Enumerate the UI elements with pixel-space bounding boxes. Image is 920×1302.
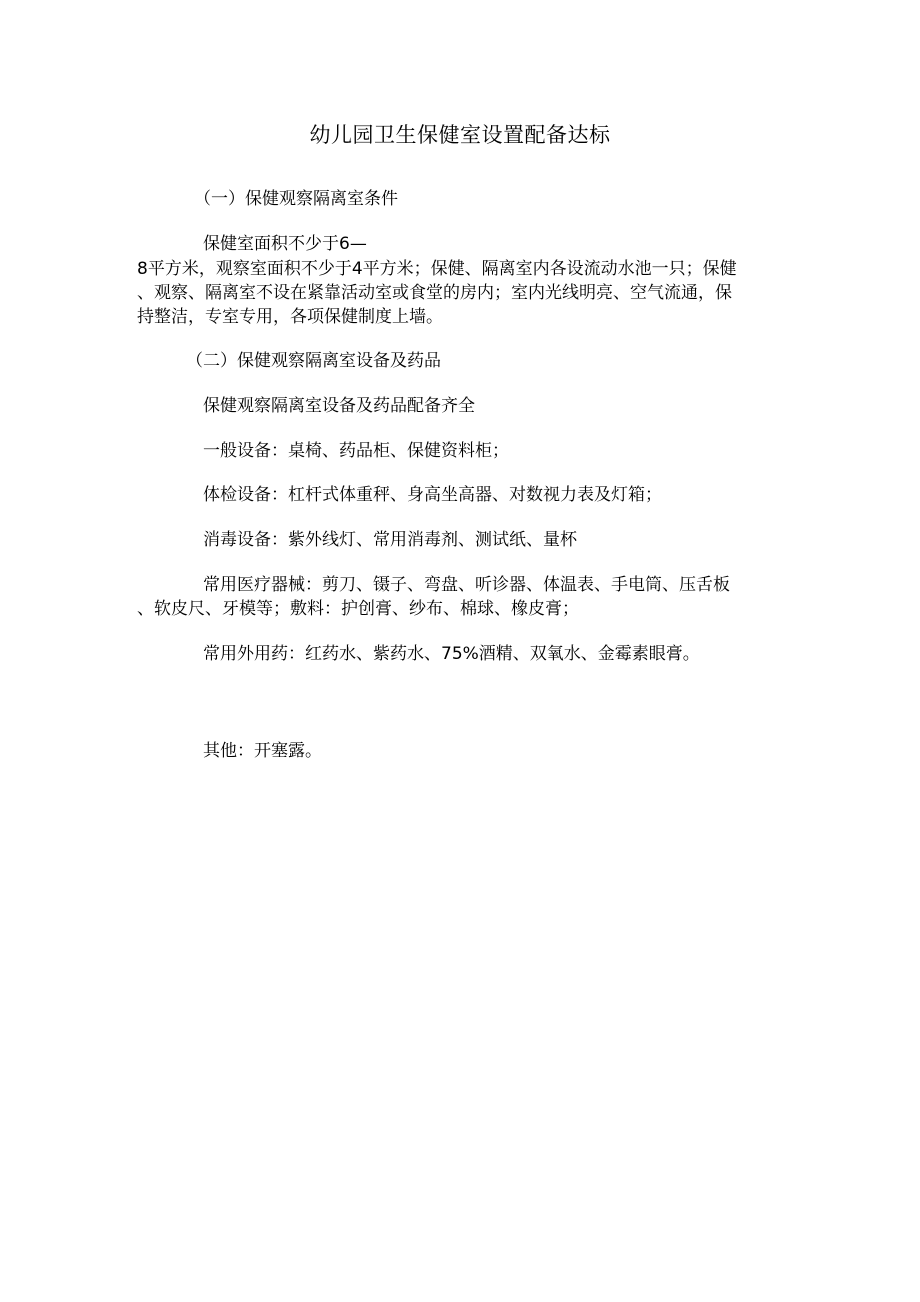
paragraph-general-equipment: 一般设备：桌椅、药品柜、保健资料柜； (203, 441, 509, 461)
section-heading-equipment-and-medicine: （二）保健观察隔离室设备及药品 (186, 351, 441, 371)
paragraph-room-requirements-line: 8平方米，观察室面积不少于4平方米；保健、隔离室内各设流动水池一只；保健 (137, 259, 737, 279)
paragraph-disinfection-equipment: 消毒设备：紫外线灯、常用消毒剂、测试纸、量杯 (203, 530, 577, 550)
paragraph-exam-equipment: 体检设备：杠杆式体重秤、身高坐高器、对数视力表及灯箱； (203, 485, 662, 505)
paragraph-room-requirements-line: 持整洁，专室专用，各项保健制度上墙。 (137, 307, 443, 327)
paragraph-room-requirements-line: 保健室面积不少于6— (203, 234, 367, 254)
document-title: 幼儿园卫生保健室设置配备达标 (309, 123, 611, 147)
paragraph-equipment-intro: 保健观察隔离室设备及药品配备齐全 (203, 396, 475, 416)
paragraph-medical-instruments-line: 常用医疗器械：剪刀、镊子、弯盘、听诊器、体温表、手电筒、压舌板 (203, 575, 730, 595)
paragraph-other-items: 其他：开塞露。 (203, 741, 322, 761)
paragraph-room-requirements-line: 、观察、隔离室不设在紧靠活动室或食堂的房内；室内光线明亮、空气流通，保 (137, 283, 732, 303)
section-heading-isolation-room-conditions: （一）保健观察隔离室条件 (194, 189, 398, 209)
paragraph-external-medicine: 常用外用药：红药水、紫药水、75%酒精、双氧水、金霉素眼膏。 (203, 644, 700, 664)
paragraph-medical-instruments-line: 、软皮尺、牙模等；敷料：护创膏、纱布、棉球、橡皮膏； (137, 599, 579, 619)
